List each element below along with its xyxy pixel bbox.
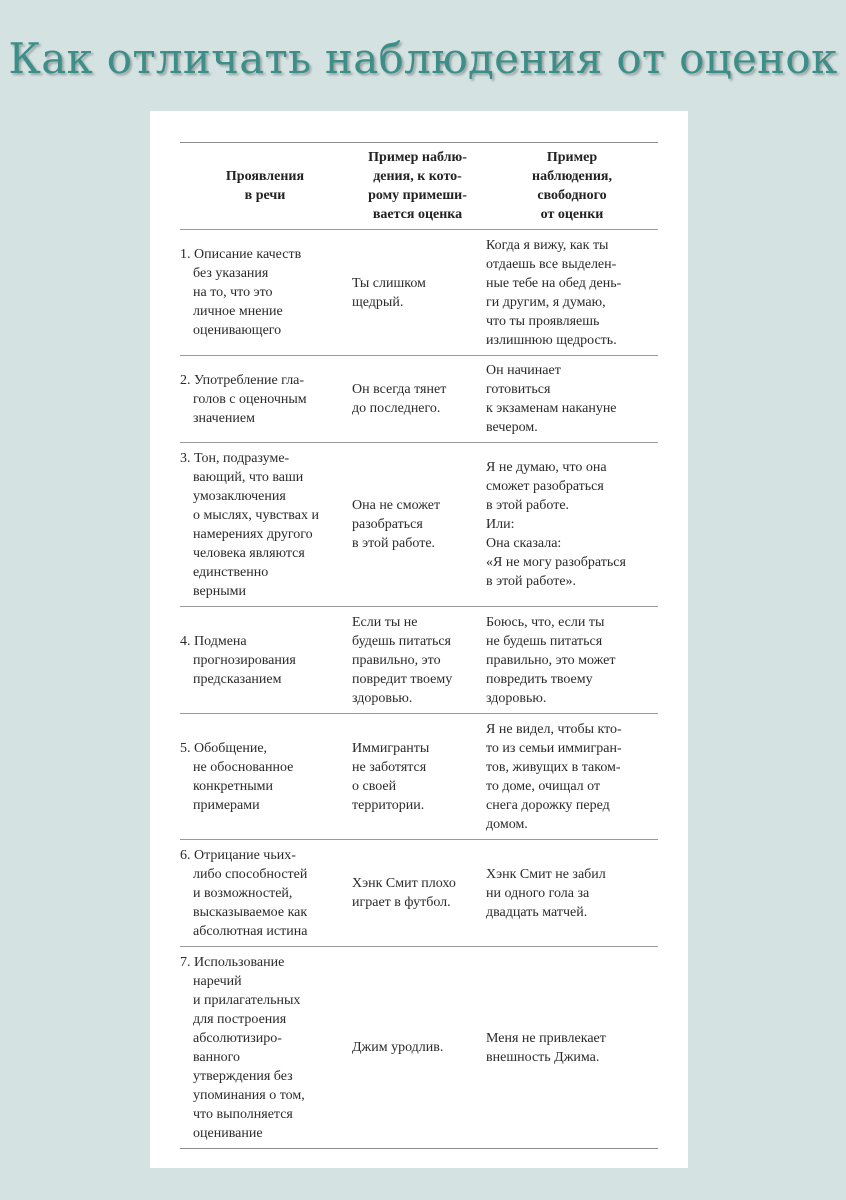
- header-observation-with-evaluation: Пример наблю- дения, к кото- рому примеши- вается оценка: [368, 150, 467, 222]
- header-speech-manifestation: Проявления в речи: [225, 169, 305, 203]
- row-without-evaluation: Я не думаю, что она сможет разобраться в этой работе. Или: Она сказала: «Я не могу разобраться в этой работе».: [486, 460, 626, 589]
- row-with-evaluation: Джим уродлив.: [352, 1040, 444, 1055]
- table-header-row: [180, 143, 658, 230]
- header-observation-without-evaluation: Пример наблюдения, свободного от оценки: [532, 150, 612, 222]
- row-with-evaluation: Иммигранты не заботятся о своей территории.: [352, 740, 430, 813]
- table-row: [180, 443, 658, 607]
- row-kind: 5. Обобщение, не обоснованное конкретными примерами: [180, 740, 294, 813]
- row-without-evaluation: Меня не привлекает внешность Джима.: [486, 1030, 606, 1065]
- row-without-evaluation: Боюсь, что, если ты не будешь питаться правильно, это может повредить твоему здоровью.: [486, 614, 616, 706]
- row-kind: 1. Описание качеств без указания на то, что это личное мнение оценивающего: [180, 247, 302, 338]
- table-row: [180, 947, 658, 1148]
- table-row: [180, 840, 658, 947]
- page-title: Как отличать наблюдения от оценок: [8, 34, 838, 83]
- row-without-evaluation: Я не видел, чтобы кто- то из семьи иммигран- тов, живущих в таком- то доме, очищал от снега дорожку перед домом.: [486, 721, 622, 832]
- row-kind: 3. Тон, подразуме- вающий, что ваши умозаключения о мыслях, чувствах и намерениях другого человека являются единственно верными: [180, 450, 319, 599]
- row-with-evaluation: Если ты не будешь питаться правильно, это повредит твоему здоровью.: [352, 614, 453, 706]
- row-without-evaluation: Он начинает готовиться к экзаменам накануне вечером.: [486, 363, 617, 435]
- row-without-evaluation: Когда я вижу, как ты отдаешь все выделен- ные тебе на обед день- ги другим, я думаю, что ты проявляешь излишнюю щедрость.: [486, 237, 622, 348]
- document-page: [150, 111, 688, 1168]
- row-kind: 6. Отрицание чьих- либо способностей и возможностей, высказываемое как абсолютная истина: [180, 847, 308, 939]
- table-row: [180, 356, 658, 443]
- row-with-evaluation: Он всегда тянет до последнего.: [352, 382, 447, 416]
- comparison-table: [180, 142, 658, 1149]
- table-row: [180, 607, 658, 714]
- row-kind: 4. Подмена прогнозирования предсказанием: [180, 633, 296, 687]
- row-without-evaluation: Хэнк Смит не забил ни одного гола за двадцать матчей.: [486, 866, 606, 920]
- table-row: [180, 230, 658, 356]
- row-kind: 7. Использование наречий и прилагательных для построения абсолютизиро- ванного утверждения без упоминания о том, что выполняется оценивание: [180, 954, 305, 1141]
- row-with-evaluation: Ты слишком щедрый.: [352, 275, 426, 310]
- row-kind: 2. Употребление гла- голов с оценочным значением: [180, 372, 307, 426]
- table-row: [180, 714, 658, 840]
- row-with-evaluation: Она не сможет разобраться в этой работе.: [352, 498, 441, 551]
- row-with-evaluation: Хэнк Смит плохо играет в футбол.: [352, 876, 456, 910]
